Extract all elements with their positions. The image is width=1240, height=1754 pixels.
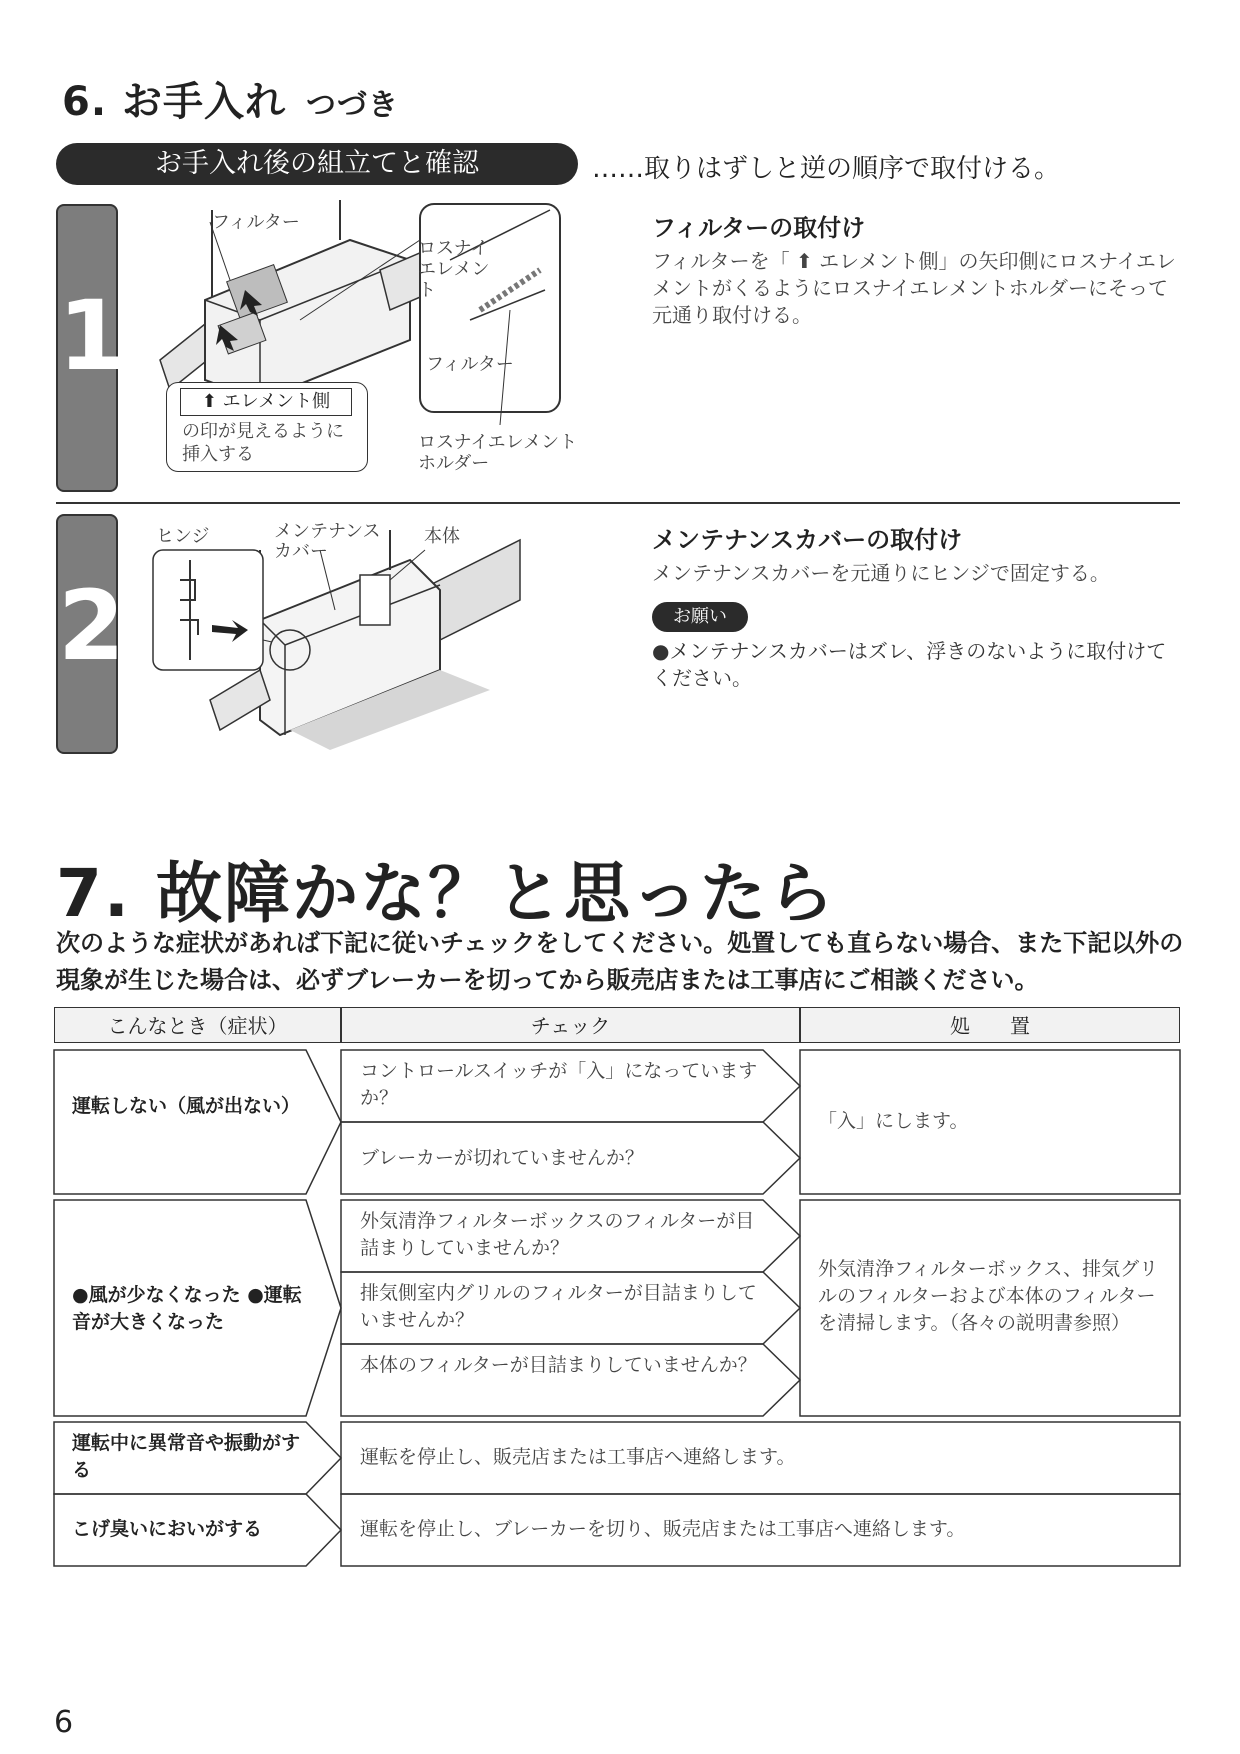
header-symptom: こんなとき（症状）	[54, 1007, 341, 1043]
label-hinge: ヒンジ	[156, 526, 210, 547]
label-lossnay-holder: ロスナイエレメントホルダー	[418, 432, 578, 474]
row1-symptom: 運転しない（風が出ない）	[72, 1095, 301, 1117]
request-badge: お願い	[652, 602, 748, 632]
element-side-label: ⬆ エレメント側	[180, 388, 352, 416]
row2-check-2: 排気側室内グリルのフィルターが目詰まりしていませんか？	[360, 1282, 757, 1331]
row1-check-2: ブレーカーが切れていませんか？	[360, 1147, 644, 1169]
row3-symptom: 運転中に異常音や振動がする	[72, 1432, 301, 1481]
label-main-body: 本体	[424, 526, 460, 547]
header-action: 処 置	[800, 1007, 1180, 1043]
step-1-body: フィルターを「 ⬆ エレメント側」の矢印側にロスナイエレメントがくるようにロスナイエレメントホルダーにそって元通り取付ける。	[652, 249, 1176, 327]
row4-action: 運転を停止し、ブレーカーを切り、販売店または工事店へ連絡します。	[360, 1518, 966, 1540]
label-filter-top: フィルター	[212, 212, 300, 233]
request-text: ●メンテナンスカバーはズレ、浮きのないように取付けてください。	[652, 639, 1167, 690]
section-7-title: 7. 故障かな？と思ったら	[56, 855, 836, 932]
section-6-subtitle: つづき	[305, 88, 399, 123]
step-1-number: 1	[58, 280, 125, 392]
assembly-check-pill: お手入れ後の組立てと確認	[56, 143, 578, 185]
row2-symptom: ●風が少なくなった ●運転音が大きくなった	[72, 1284, 302, 1333]
header-check: チェック	[341, 1007, 800, 1043]
troubleshooting-intro: 次のような症状があれば下記に従いチェックをしてください。処置しても直らない場合、また下記以外の現象が生じた場合は、必ずブレーカーを切ってから販売店または工事店にご相談ください。	[56, 929, 1184, 994]
page-number: 6	[54, 1705, 74, 1740]
row2-check-3: 本体のフィルターが目詰まりしていませんか？	[360, 1354, 757, 1376]
row2-check-1: 外気清浄フィルターボックスのフィルターが目詰まりしていませんか？	[360, 1210, 755, 1259]
step-1-heading: フィルターの取付け	[652, 214, 866, 242]
step-2-number: 2	[58, 570, 125, 682]
insert-note-text: の印が見えるように挿入する	[182, 421, 344, 465]
label-maintenance-cover: メンテナンスカバー	[274, 521, 381, 562]
step-2-heading: メンテナンスカバーの取付け	[652, 526, 963, 554]
label-filter-callout: フィルター	[426, 354, 514, 375]
section-6-title-text: 6. お手入れ	[62, 79, 286, 125]
row1-check-1: コントロールスイッチが「入」になっていますか？	[360, 1060, 758, 1109]
row2-action: 外気清浄フィルターボックス、排気グリルのフィルターおよび本体のフィルターを清掃します。（各々の説明書参照）	[818, 1258, 1159, 1334]
label-lossnay-element: ロスナイエレメント	[418, 238, 490, 301]
row1-action: 「入」にします。	[818, 1110, 969, 1132]
step-2-body: メンテナンスカバーを元通りにヒンジで固定する。	[652, 561, 1110, 585]
row3-action: 運転を停止し、販売店または工事店へ連絡します。	[360, 1446, 796, 1468]
row4-symptom: こげ臭いにおいがする	[72, 1518, 263, 1540]
assembly-note: ……取りはずしと逆の順序で取付ける。	[592, 154, 1061, 184]
